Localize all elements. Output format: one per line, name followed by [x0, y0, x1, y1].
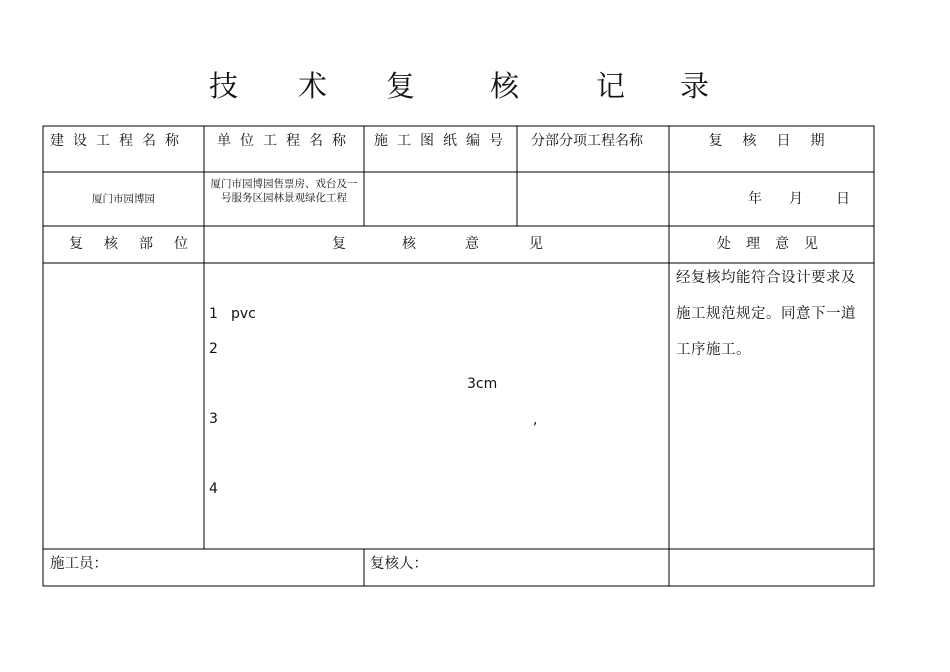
header-subitem-name: 分部分项工程名称 — [531, 133, 643, 149]
item-number: 4 — [209, 481, 218, 497]
header-drawing-number: 施工图纸编号 — [374, 133, 512, 149]
item-text: 3cm — [467, 376, 498, 392]
reviewer-label: 复核人： — [370, 556, 428, 572]
opinion-char: 复 — [332, 236, 346, 252]
handling-opinion-text: 经复核均能符合设计要求及施工规范规定。同意下一道工序施工。 — [676, 270, 856, 358]
item-text: , — [533, 412, 538, 428]
opinion-char: 见 — [529, 236, 543, 252]
unit-project-value: 厦门市园博园售票房、戏台及一号服务区园林景观绿化工程 — [210, 178, 358, 204]
title-char: 术 — [298, 69, 328, 103]
title-char: 复 — [386, 69, 416, 103]
opinion-char: 核 — [402, 236, 416, 252]
handling-opinion-label: 处理意见 — [717, 236, 833, 252]
item-text: pvc — [231, 306, 256, 322]
item-number: 2 — [209, 341, 218, 357]
review-part-label: 复核部位 — [69, 236, 209, 252]
title-char: 记 — [596, 69, 626, 103]
title-char: 录 — [680, 69, 710, 103]
opinion-char: 意 — [465, 236, 479, 252]
header-project-name: 建设工程名称 — [50, 133, 188, 149]
review-opinion-label — [204, 234, 669, 254]
document-title — [0, 66, 950, 106]
header-unit-project: 单位工程名称 — [217, 133, 355, 149]
date-month: 月 — [789, 191, 803, 207]
item-number: 1 — [209, 306, 218, 322]
builder-label: 施工员： — [50, 556, 108, 572]
date-day: 日 — [836, 191, 850, 207]
date-year: 年 — [748, 191, 762, 207]
title-char: 核 — [490, 69, 520, 103]
title-char: 技 — [209, 69, 239, 103]
project-name-value: 厦门市园博园 — [92, 193, 155, 205]
item-number: 3 — [209, 411, 218, 427]
header-review-date: 复核日期 — [708, 133, 845, 149]
